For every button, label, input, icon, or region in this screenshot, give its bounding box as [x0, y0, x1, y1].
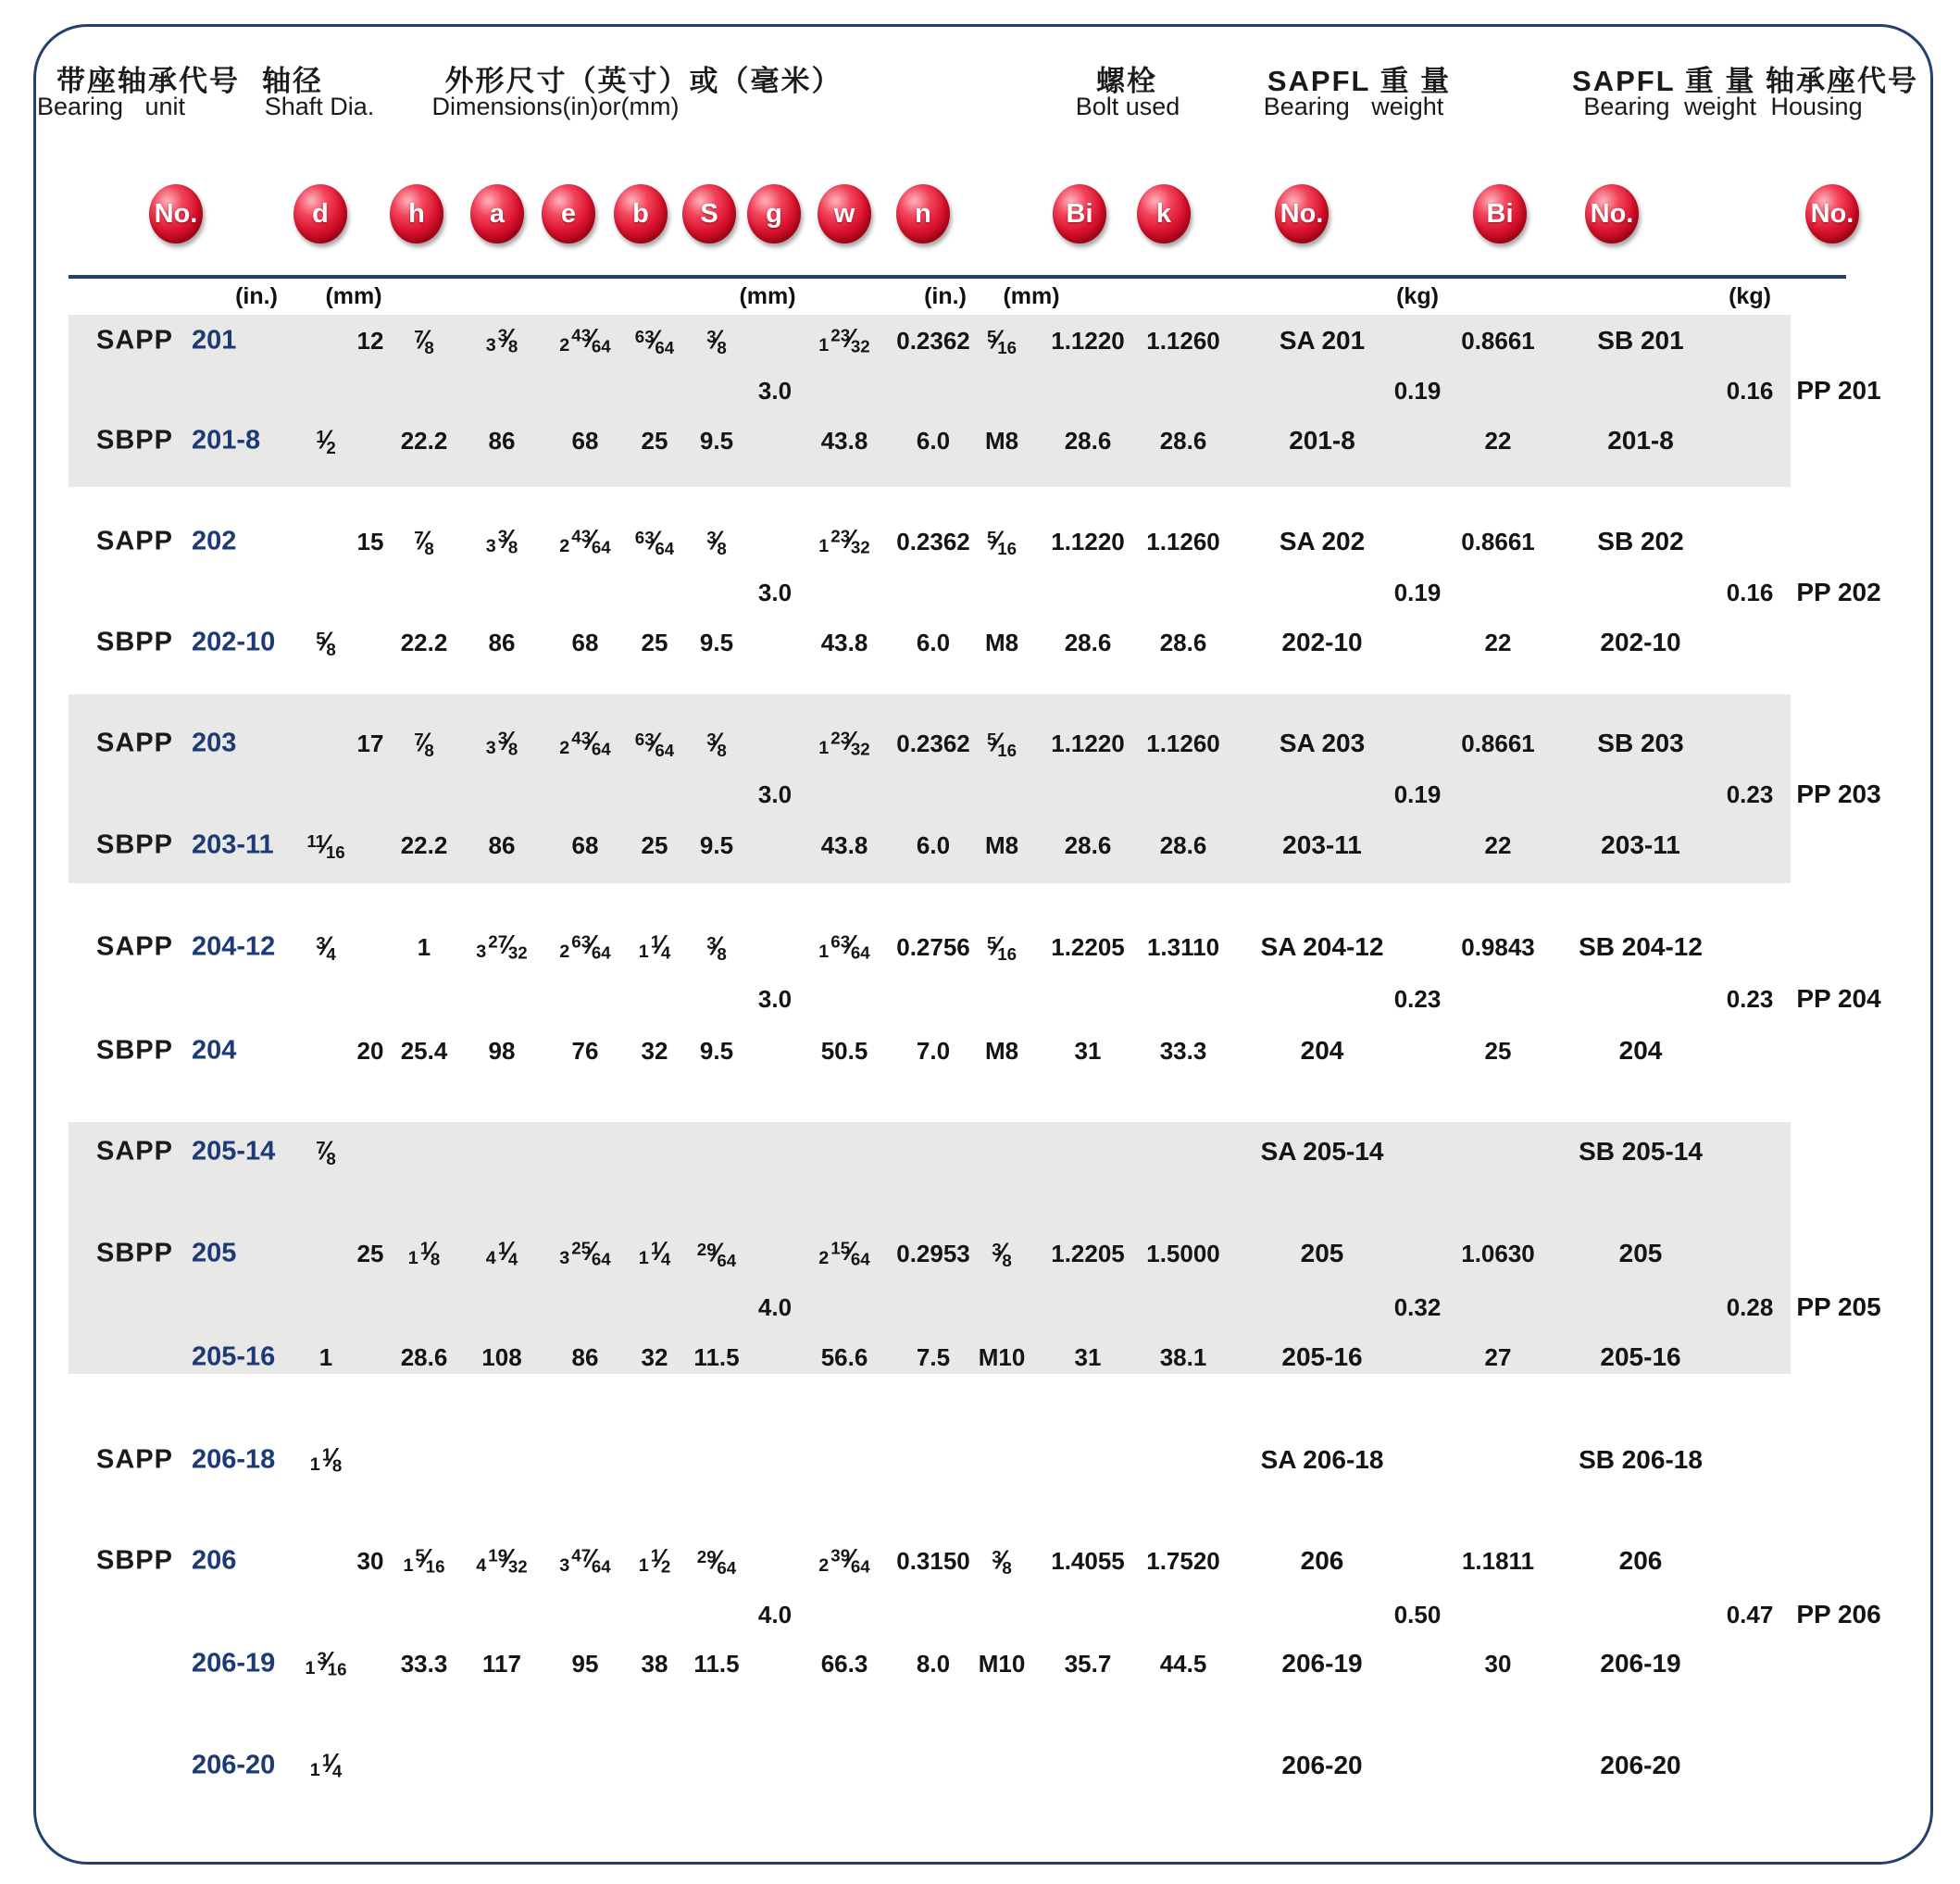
- cell-h: 1: [417, 933, 431, 961]
- column-badge-k: k: [1137, 184, 1191, 243]
- cell-sb_kg: 0.47: [1726, 1601, 1774, 1628]
- column-badge-no: No.: [1805, 184, 1859, 243]
- cell-a: 86: [488, 427, 516, 455]
- cell-sb_no: SB 201: [1597, 326, 1684, 355]
- cell-model: 201-8: [192, 425, 261, 455]
- cell-e: 95: [571, 1650, 599, 1678]
- header-housing-zh: SAPFL 重 量 轴承座代号: [1572, 65, 1918, 97]
- cell-sa_bi: 1.1811: [1461, 1547, 1535, 1575]
- cell-b: 38: [641, 1650, 668, 1678]
- header-housing-en: Bearing weight Housing: [1583, 93, 1863, 120]
- cell-g: 3.0: [757, 579, 793, 606]
- cell-h: $^7⁄_8$: [414, 526, 434, 559]
- cell-b: 1 $^1⁄_4$: [638, 930, 671, 963]
- cell-prefix: SAPP: [96, 1136, 173, 1167]
- cell-sa_bi: 0.8661: [1461, 528, 1535, 555]
- cell-e: 68: [571, 629, 599, 656]
- cell-k: 28.6: [1159, 831, 1207, 859]
- column-badge-no: No.: [1585, 184, 1639, 243]
- cell-sb_no: 204: [1618, 1036, 1663, 1065]
- cell-g: 3.0: [757, 377, 793, 405]
- cell-w: 66.3: [820, 1650, 868, 1678]
- unit-label: (mm): [325, 283, 382, 309]
- cell-sa_bi: 30: [1484, 1650, 1512, 1678]
- cell-a: 3 $^3⁄_8$: [485, 525, 518, 557]
- cell-e: 2 $^{43}⁄_{64}$: [559, 525, 611, 557]
- cell-h: 33.3: [400, 1650, 448, 1678]
- column-badge-b: b: [614, 184, 668, 243]
- cell-bolt: M10: [978, 1650, 1026, 1678]
- cell-sb_no: 206-19: [1600, 1649, 1681, 1678]
- cell-sa_kg: 0.32: [1393, 1293, 1442, 1321]
- cell-h: $^7⁄_8$: [414, 325, 434, 358]
- cell-bi: 1.2205: [1051, 933, 1125, 961]
- cell-S: 9.5: [699, 1037, 734, 1065]
- cell-sa_bi: 1.0630: [1461, 1240, 1535, 1267]
- cell-model: 203: [192, 728, 237, 758]
- cell-bi: 1.1220: [1051, 730, 1125, 757]
- cell-n: 6.0: [916, 629, 951, 656]
- cell-pp_no: PP 205: [1796, 1292, 1881, 1321]
- cell-w: 2 $^{39}⁄_{64}$: [818, 1544, 870, 1577]
- header-divider: [69, 275, 1846, 279]
- cell-b: $^{63}⁄_{64}$: [634, 728, 675, 761]
- cell-sa_no: SA 202: [1279, 527, 1366, 555]
- column-badge-no: No.: [149, 184, 203, 243]
- cell-prefix: SBPP: [96, 830, 173, 860]
- cell-w: 50.5: [820, 1037, 868, 1065]
- cell-e: 68: [571, 427, 599, 455]
- column-badge-d: d: [293, 184, 347, 243]
- cell-prefix: SAPP: [96, 931, 173, 962]
- cell-h: 1 $^1⁄_8$: [407, 1237, 441, 1269]
- cell-prefix: SAPP: [96, 1444, 173, 1475]
- cell-k: 1.3110: [1146, 933, 1220, 961]
- cell-w: 2 $^{15}⁄_{64}$: [818, 1237, 870, 1269]
- cell-w: 1 $^{63}⁄_{64}$: [818, 930, 870, 963]
- cell-d_in: 1 $^3⁄_{16}$: [305, 1647, 347, 1679]
- cell-sb_no: 201-8: [1607, 426, 1674, 455]
- cell-b: 32: [641, 1037, 668, 1065]
- cell-n: 0.2362: [896, 327, 970, 355]
- header-bearing-unit-en: Bearing unit: [36, 93, 186, 120]
- cell-sa_no: SA 206-18: [1260, 1445, 1384, 1474]
- cell-sa_no: SA 204-12: [1260, 932, 1384, 961]
- cell-sa_kg: 0.50: [1393, 1601, 1442, 1628]
- cell-d_in: 1 $^1⁄_8$: [309, 1443, 343, 1476]
- column-badge-w: w: [818, 184, 871, 243]
- cell-model: 204-12: [192, 931, 276, 962]
- cell-h: 22.2: [400, 831, 448, 859]
- cell-bolt: $^5⁄_{16}$: [987, 931, 1017, 965]
- cell-sa_no: 206-20: [1281, 1751, 1363, 1779]
- cell-pp_no: PP 203: [1796, 780, 1881, 808]
- cell-n: 7.5: [916, 1343, 951, 1371]
- cell-n: 6.0: [916, 831, 951, 859]
- cell-n: 0.2756: [896, 933, 970, 961]
- cell-sb_no: SB 202: [1597, 527, 1684, 555]
- cell-bolt: $^5⁄_{16}$: [987, 728, 1017, 761]
- cell-prefix: SAPP: [96, 728, 173, 758]
- cell-k: 28.6: [1159, 629, 1207, 656]
- cell-bi: 1.4055: [1051, 1547, 1125, 1575]
- cell-bi: 31: [1074, 1343, 1102, 1371]
- unit-label: (mm): [739, 283, 796, 309]
- cell-d_mm: 15: [356, 528, 384, 555]
- cell-g: 4.0: [757, 1293, 793, 1321]
- cell-w: 43.8: [820, 629, 868, 656]
- cell-bi: 28.6: [1064, 629, 1112, 656]
- cell-sb_no: 206-20: [1600, 1751, 1681, 1779]
- cell-sa_bi: 22: [1484, 427, 1512, 455]
- cell-bolt: M8: [984, 831, 1019, 859]
- cell-b: $^{63}⁄_{64}$: [634, 526, 675, 559]
- cell-a: 108: [481, 1343, 522, 1371]
- cell-sa_bi: 0.9843: [1461, 933, 1535, 961]
- cell-g: 4.0: [757, 1601, 793, 1628]
- cell-bolt: $^5⁄_{16}$: [987, 526, 1017, 559]
- cell-d_mm: 17: [356, 730, 384, 757]
- cell-b: 1 $^1⁄_4$: [638, 1237, 671, 1269]
- cell-prefix: SBPP: [96, 1545, 173, 1576]
- cell-a: 4 $^1⁄_4$: [485, 1237, 518, 1269]
- cell-e: 68: [571, 831, 599, 859]
- cell-e: 3 $^{47}⁄_{64}$: [559, 1544, 611, 1577]
- cell-d_in: $^{11}⁄_{16}$: [306, 830, 345, 863]
- cell-k: 1.7520: [1146, 1547, 1220, 1575]
- column-badge-a: a: [470, 184, 524, 243]
- cell-S: $^3⁄_8$: [706, 325, 727, 358]
- cell-d_mm: 12: [356, 327, 384, 355]
- cell-e: 3 $^{25}⁄_{64}$: [559, 1237, 611, 1269]
- cell-k: 1.1260: [1146, 730, 1220, 757]
- cell-sa_kg: 0.23: [1393, 985, 1442, 1013]
- cell-h: 22.2: [400, 629, 448, 656]
- cell-bolt: M8: [984, 427, 1019, 455]
- cell-sa_bi: 0.8661: [1461, 730, 1535, 757]
- cell-model: 202: [192, 526, 237, 556]
- cell-bolt: $^3⁄_8$: [992, 1545, 1012, 1578]
- cell-w: 1 $^{23}⁄_{32}$: [818, 525, 870, 557]
- cell-sa_no: SA 201: [1279, 326, 1366, 355]
- cell-sb_no: 205-16: [1600, 1342, 1681, 1371]
- cell-model: 201: [192, 325, 237, 356]
- cell-model: 205: [192, 1238, 237, 1268]
- cell-sb_no: SB 206-18: [1579, 1445, 1703, 1474]
- cell-n: 0.3150: [896, 1547, 970, 1575]
- cell-S: 9.5: [699, 629, 734, 656]
- cell-sa_no: 202-10: [1281, 628, 1363, 656]
- cell-sa_bi: 27: [1484, 1343, 1512, 1371]
- header-sapfl-weight-zh: SAPFL 重 量: [1267, 65, 1452, 97]
- cell-w: 43.8: [820, 831, 868, 859]
- cell-sa_no: SA 205-14: [1260, 1137, 1384, 1166]
- unit-label: (kg): [1396, 283, 1439, 309]
- cell-k: 44.5: [1159, 1650, 1207, 1678]
- cell-model: 202-10: [192, 627, 276, 657]
- cell-S: $^3⁄_8$: [706, 728, 727, 761]
- cell-n: 0.2953: [896, 1240, 970, 1267]
- cell-k: 1.5000: [1146, 1240, 1220, 1267]
- cell-model: 206: [192, 1545, 237, 1576]
- cell-d_in: 1 $^1⁄_4$: [309, 1749, 343, 1781]
- cell-k: 33.3: [1159, 1037, 1207, 1065]
- column-badge-g: g: [747, 184, 801, 243]
- cell-a: 117: [482, 1650, 521, 1678]
- cell-sa_no: 206-19: [1281, 1649, 1363, 1678]
- cell-n: 0.2362: [896, 528, 970, 555]
- cell-sa_bi: 22: [1484, 629, 1512, 656]
- column-badge-n: n: [896, 184, 950, 243]
- cell-sa_kg: 0.19: [1393, 377, 1442, 405]
- cell-n: 6.0: [916, 427, 951, 455]
- cell-bolt: $^5⁄_{16}$: [987, 325, 1017, 358]
- cell-sb_kg: 0.16: [1726, 579, 1774, 606]
- cell-h: $^7⁄_8$: [414, 728, 434, 761]
- cell-e: 2 $^{43}⁄_{64}$: [559, 727, 611, 759]
- cell-S: 9.5: [699, 831, 734, 859]
- cell-sb_no: 203-11: [1601, 830, 1680, 859]
- header-bearing-unit-zh: 带座轴承代号: [56, 65, 240, 97]
- cell-a: 3 $^3⁄_8$: [485, 324, 518, 356]
- cell-pp_no: PP 206: [1796, 1600, 1881, 1628]
- cell-d_in: $^5⁄_8$: [316, 627, 336, 660]
- cell-d_mm: 25: [356, 1240, 384, 1267]
- cell-w: 43.8: [820, 427, 868, 455]
- column-badge-bi: Bi: [1053, 184, 1106, 243]
- cell-d_mm: 30: [356, 1547, 384, 1575]
- unit-label: (kg): [1729, 283, 1771, 309]
- header-sapfl-weight-en: Bearing weight: [1263, 93, 1444, 120]
- cell-sa_no: 205: [1300, 1239, 1344, 1267]
- cell-w: 1 $^{23}⁄_{32}$: [818, 727, 870, 759]
- cell-prefix: SAPP: [96, 325, 173, 356]
- cell-b: 25: [641, 831, 668, 859]
- cell-S: 9.5: [699, 427, 734, 455]
- cell-k: 1.1260: [1146, 327, 1220, 355]
- column-badge-no: No.: [1275, 184, 1329, 243]
- cell-sb_kg: 0.23: [1726, 780, 1774, 808]
- cell-sa_no: 205-16: [1281, 1342, 1363, 1371]
- header-dimensions-zh: 外形尺寸（英寸）或（毫米）: [444, 65, 843, 97]
- column-badge-s: S: [682, 184, 736, 243]
- cell-sa_bi: 22: [1484, 831, 1512, 859]
- cell-n: 7.0: [916, 1037, 951, 1065]
- cell-sb_no: 205: [1618, 1239, 1663, 1267]
- cell-b: 32: [641, 1343, 668, 1371]
- cell-sb_no: SB 203: [1597, 729, 1684, 757]
- unit-label: (in.): [235, 283, 278, 309]
- cell-bi: 28.6: [1064, 427, 1112, 455]
- cell-bi: 35.7: [1064, 1650, 1112, 1678]
- cell-model: 205-14: [192, 1136, 276, 1167]
- cell-a: 98: [488, 1037, 516, 1065]
- cell-a: 86: [488, 831, 516, 859]
- header-dimensions-en: Dimensions(in)or(mm): [431, 93, 680, 120]
- cell-b: 25: [641, 629, 668, 656]
- cell-sa_bi: 0.8661: [1461, 327, 1535, 355]
- cell-d_in: $^3⁄_4$: [316, 931, 336, 965]
- cell-b: $^{63}⁄_{64}$: [634, 325, 675, 358]
- cell-pp_no: PP 202: [1796, 578, 1881, 606]
- cell-S: 11.5: [693, 1343, 740, 1371]
- cell-a: 3 $^{27}⁄_{32}$: [476, 930, 528, 963]
- cell-n: 0.2362: [896, 730, 970, 757]
- cell-S: $^{29}⁄_{64}$: [696, 1238, 737, 1271]
- cell-g: 3.0: [757, 780, 793, 808]
- cell-n: 8.0: [916, 1650, 951, 1678]
- cell-k: 38.1: [1159, 1343, 1207, 1371]
- cell-b: 25: [641, 427, 668, 455]
- cell-S: 11.5: [693, 1650, 740, 1678]
- cell-sa_no: 203-11: [1282, 830, 1362, 859]
- cell-d_in: 1: [318, 1343, 333, 1371]
- cell-model: 203-11: [192, 830, 274, 860]
- cell-sb_kg: 0.16: [1726, 377, 1774, 405]
- cell-prefix: SAPP: [96, 526, 173, 556]
- cell-b: 1 $^1⁄_2$: [638, 1544, 671, 1577]
- cell-g: 3.0: [757, 985, 793, 1013]
- cell-prefix: SBPP: [96, 627, 173, 657]
- cell-w: 56.6: [820, 1343, 868, 1371]
- cell-sa_kg: 0.19: [1393, 780, 1442, 808]
- cell-d_in: $^1⁄_2$: [316, 425, 336, 458]
- cell-sb_no: SB 205-14: [1579, 1137, 1703, 1166]
- column-badge-bi: Bi: [1473, 184, 1527, 243]
- cell-model: 205-16: [192, 1341, 276, 1372]
- cell-sb_kg: 0.23: [1726, 985, 1774, 1013]
- cell-sa_kg: 0.19: [1393, 579, 1442, 606]
- cell-bi: 28.6: [1064, 831, 1112, 859]
- cell-sb_no: 202-10: [1600, 628, 1681, 656]
- cell-bolt: M8: [984, 1037, 1019, 1065]
- cell-d_mm: 20: [356, 1037, 384, 1065]
- cell-h: 1 $^5⁄_{16}$: [403, 1544, 445, 1577]
- cell-h: 22.2: [400, 427, 448, 455]
- header-bolt-used-zh: 螺栓: [1096, 65, 1157, 97]
- cell-S: $^3⁄_8$: [706, 931, 727, 965]
- cell-sb_no: 206: [1618, 1546, 1663, 1575]
- cell-d_in: $^7⁄_8$: [316, 1136, 336, 1169]
- cell-w: 1 $^{23}⁄_{32}$: [818, 324, 870, 356]
- cell-e: 76: [571, 1037, 599, 1065]
- cell-a: 3 $^3⁄_8$: [485, 727, 518, 759]
- cell-bolt: $^3⁄_8$: [992, 1238, 1012, 1271]
- header-shaft-dia-en: Shaft Dia.: [264, 93, 375, 120]
- cell-prefix: SBPP: [96, 1035, 173, 1066]
- cell-e: 2 $^{43}⁄_{64}$: [559, 324, 611, 356]
- cell-model: 206-20: [192, 1750, 276, 1780]
- cell-sa_bi: 25: [1484, 1037, 1512, 1065]
- cell-S: $^{29}⁄_{64}$: [696, 1545, 737, 1578]
- cell-k: 28.6: [1159, 427, 1207, 455]
- cell-e: 2 $^{63}⁄_{64}$: [559, 930, 611, 963]
- header-shaft-dia-zh: 轴径: [262, 65, 323, 97]
- column-badge-e: e: [542, 184, 595, 243]
- cell-bolt: M8: [984, 629, 1019, 656]
- cell-a: 86: [488, 629, 516, 656]
- cell-sb_kg: 0.28: [1726, 1293, 1774, 1321]
- cell-pp_no: PP 201: [1796, 376, 1881, 405]
- cell-a: 4 $^{19}⁄_{32}$: [476, 1544, 528, 1577]
- cell-model: 206-18: [192, 1444, 276, 1475]
- cell-e: 86: [571, 1343, 599, 1371]
- cell-S: $^3⁄_8$: [706, 526, 727, 559]
- cell-prefix: SBPP: [96, 425, 173, 455]
- cell-sa_no: 204: [1300, 1036, 1344, 1065]
- cell-bi: 31: [1074, 1037, 1102, 1065]
- cell-bi: 1.1220: [1051, 528, 1125, 555]
- column-badge-h: h: [390, 184, 443, 243]
- cell-sa_no: 201-8: [1289, 426, 1355, 455]
- cell-sa_no: SA 203: [1279, 729, 1366, 757]
- cell-h: 28.6: [400, 1343, 448, 1371]
- cell-bi: 1.2205: [1051, 1240, 1125, 1267]
- cell-model: 206-19: [192, 1648, 276, 1678]
- cell-prefix: SBPP: [96, 1238, 173, 1268]
- cell-bolt: M10: [978, 1343, 1026, 1371]
- unit-label: (mm): [1003, 283, 1060, 309]
- unit-label: (in.): [924, 283, 967, 309]
- cell-bi: 1.1220: [1051, 327, 1125, 355]
- header-bolt-used-en: Bolt used: [1075, 93, 1180, 120]
- cell-sb_no: SB 204-12: [1579, 932, 1703, 961]
- cell-k: 1.1260: [1146, 528, 1220, 555]
- cell-sa_no: 206: [1300, 1546, 1344, 1575]
- cell-model: 204: [192, 1035, 237, 1066]
- cell-pp_no: PP 204: [1796, 984, 1881, 1013]
- cell-h: 25.4: [400, 1037, 448, 1065]
